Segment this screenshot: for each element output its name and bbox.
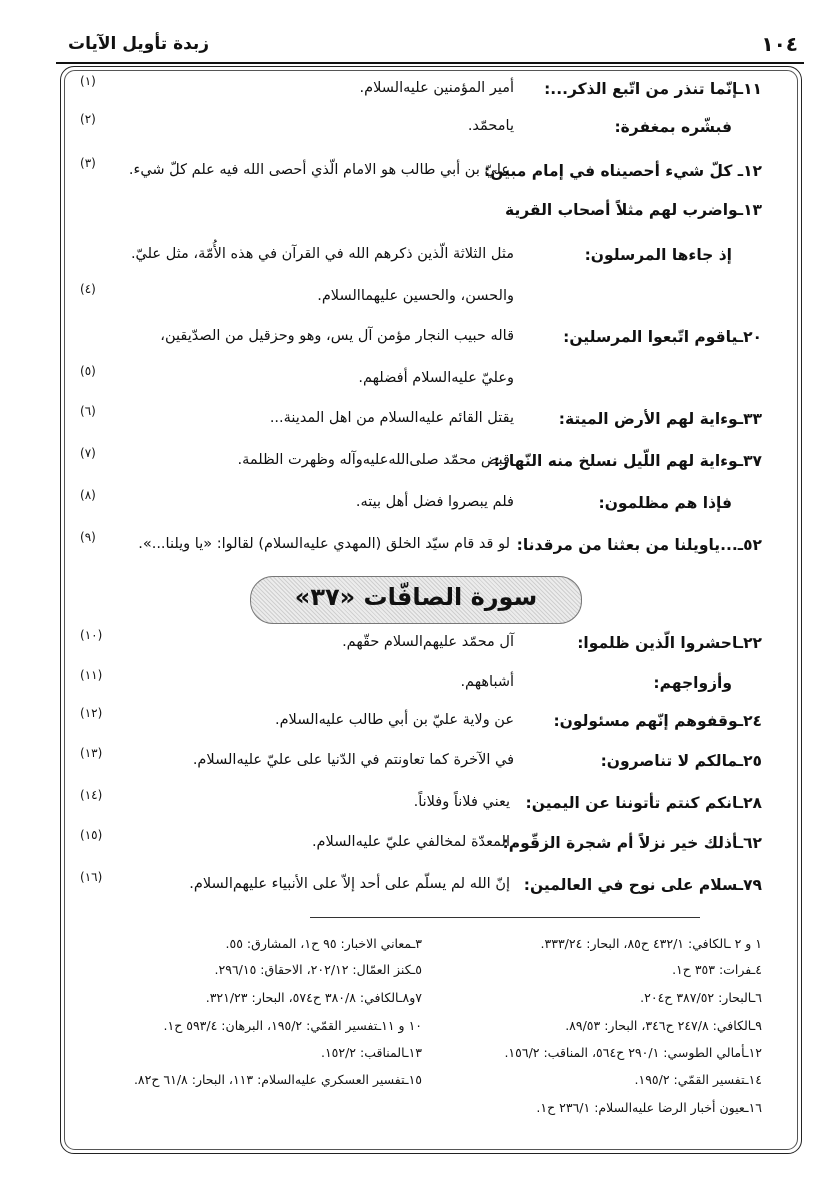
footnote-entry: ١٢ـأمالي الطوسي: ٢٩٠/١ ح٥٦٤، المناقب: ١٥٦/٢. <box>504 1045 762 1060</box>
verse-row <box>0 870 832 906</box>
footnote-entry: ١٣ـالمناقب: ١٥٢/٢. <box>320 1045 422 1060</box>
verse-row <box>0 446 832 482</box>
footnote-entry: ٤ـفرات: ٣٥٣ ح١. <box>672 962 762 977</box>
footnote-marker: (٥) <box>80 364 96 378</box>
footnote-marker: (٢) <box>80 112 96 126</box>
commentary-text: قاله حبيب النجار مؤمن آل يس، وهو وحزقيل من الصدّيقين، <box>160 328 514 344</box>
verse-text: ٣٧ـوءاية لهم اللّيل نسلخ منه النّهار: <box>493 452 762 470</box>
commentary-text: إنّ الله لم يسلّم على أحد إلاّ على الأنبياء عليهم‌السلام. <box>189 876 510 892</box>
footnote-marker: (١٤) <box>80 788 103 802</box>
footnote-marker: (١٦) <box>80 870 103 884</box>
verse-row <box>0 530 832 566</box>
commentary-text: لو قد قام سيّد الخلق (المهدي عليه‌السلام) لقالوا: «يا ويلنا...». <box>138 536 510 552</box>
commentary-text: في الآخرة كما تعاونتم في الدّنيا على عليّ عليه‌السلام. <box>192 752 514 768</box>
verse-text: ٧٩ـسلام على نوح في العالمين: <box>523 876 762 894</box>
verse-row <box>0 746 832 782</box>
verse-text: ٥٢ـ...ياويلنا من بعثنا من مرقدنا: <box>516 536 762 554</box>
footnote-entry: ١ و ٢ ـالكافي: ٤٣٢/١ ح٨٥، البحار: ٣٣٣/٢٤. <box>540 936 762 951</box>
verse-row <box>0 246 832 276</box>
verse-row <box>0 828 832 864</box>
footnote-entry: ٧و٨ـالكافي: ٣٨٠/٨ ح٥٧٤، البحار: ٣٢١/٢٣. <box>205 990 422 1005</box>
commentary-text: وعليّ عليه‌السلام أفضلهم. <box>358 370 514 386</box>
verse-row-continuation <box>0 364 832 400</box>
footnote-marker: (٦) <box>80 404 96 418</box>
commentary-text: أشباههم. <box>460 674 514 690</box>
verse-text: ٢٠ـياقوم اتّبعوا المرسلين: <box>563 328 762 346</box>
surah-title: سورة الصافّات «٣٧» <box>294 583 538 611</box>
running-title: زبدة تأويل الآيات <box>68 34 210 54</box>
commentary-text: المعدّة لمخالفي عليّ عليه‌السلام. <box>311 834 510 850</box>
commentary-text: فلم يبصروا فضل أهل بيته. <box>355 494 514 510</box>
footnote-marker: (١١) <box>80 668 103 682</box>
verse-row <box>0 74 832 110</box>
footnote-marker: (٣) <box>80 156 96 170</box>
verse-text: ١٢ـ كلّ شيء أحصيناه في إمام مبين: <box>484 162 762 180</box>
footnote-marker: (٧) <box>80 446 96 460</box>
verse-row <box>0 668 832 704</box>
footnote-marker: (١٥) <box>80 828 103 842</box>
verse-text: فبشّره بمغفرة: <box>614 118 732 136</box>
verse-text: ١١ـإنّما تنذر من اتّبع الذكر...: <box>544 80 762 98</box>
verse-text: ٦٢ـأذلك خير نزلاً أم شجرة الزقّوم: <box>502 834 762 852</box>
footnote-entry: ١٥ـتفسير العسكري عليه‌السلام: ١١٣، البحار: ٦١/٨ ح٨٢. <box>133 1072 422 1087</box>
footnote-marker: (٩) <box>80 530 96 544</box>
verse-text: إذ جاءها المرسلون: <box>584 246 732 264</box>
verse-row <box>0 706 832 742</box>
commentary-text: آل محمّد عليهم‌السلام حقّهم. <box>342 634 514 650</box>
commentary-text: عن ولاية عليّ بن أبي طالب عليه‌السلام. <box>274 712 514 728</box>
footnote-marker: (١٢) <box>80 706 103 720</box>
page-number: ١٠٤ <box>761 32 798 56</box>
footnote-marker: (٤) <box>80 282 96 296</box>
footnote-marker: (١٠) <box>80 628 103 642</box>
verse-row <box>0 112 832 148</box>
footnote-entry: ٣ـمعاني الاخبار: ٩٥ ح١، المشارق: ٥٥. <box>225 936 422 951</box>
surah-title-banner <box>250 576 582 624</box>
commentary-text: أمير المؤمنين عليه‌السلام. <box>359 80 514 96</box>
footnote-entry: ٦ـالبحار: ٣٨٧/٥٢ ح٢٠٤. <box>640 990 762 1005</box>
verse-text: ٢٥ـمالكم لا تناصرون: <box>600 752 762 770</box>
verse-row-continuation <box>0 282 832 318</box>
footnote-marker: (٨) <box>80 488 96 502</box>
verse-row <box>0 628 832 664</box>
footnote-separator <box>310 917 700 918</box>
verse-text: ٢٢ـاحشروا الّذين ظلموا: <box>577 634 762 652</box>
footnote-marker: (١٣) <box>80 746 103 760</box>
verse-text: فإذا هم مظلمون: <box>598 494 732 512</box>
commentary-text: عليّ بن أبي طالب هو الامام الّذي أحصى الله فيه علم كلّ شيء. <box>128 162 510 178</box>
verse-heading: ١٣ـواضرب لهم مثلاً أصحاب القرية <box>505 201 762 219</box>
header-rule <box>56 62 804 64</box>
commentary-text: والحسن، والحسين عليهما‌السلام. <box>317 288 514 304</box>
commentary-text: يقتل القائم عليه‌السلام من اهل المدينة... <box>269 410 514 426</box>
verse-text: وأزواجهم: <box>653 674 732 692</box>
verse-row <box>0 328 832 358</box>
commentary-text: قبض محمّد صلى‌الله‌عليه‌وآله وظهرت الظلمة. <box>237 452 510 468</box>
verse-text: ٢٤ـوقفوهم إنّهم مسئولون: <box>553 712 762 730</box>
footnote-entry: ١٤ـتفسير القمّي: ١٩٥/٢. <box>634 1072 762 1087</box>
footnote-entry: ١٠ و ١١ـتفسير القمّي: ١٩٥/٢، البرهان: ٥٩٣/٤ ح١. <box>163 1018 422 1033</box>
commentary-text: يعني فلاناً وفلاناً. <box>413 794 510 810</box>
footnote-marker: (١) <box>80 74 96 88</box>
verse-row <box>0 788 832 824</box>
footnote-entry: ١٦ـعيون أخبار الرضا عليه‌السلام: ٢٣٦/١ ح١. <box>536 1100 762 1115</box>
verse-row <box>0 488 832 524</box>
commentary-text: مثل الثلاثة الّذين ذكرهم الله في القرآن في هذه الأُمّة، مثل عليّ. <box>130 246 514 262</box>
verse-row <box>0 156 832 192</box>
verse-text: ٣٣ـوءاية لهم الأرض الميتة: <box>558 410 762 428</box>
verse-text: ٢٨ـانكم كنتم تأتوننا عن اليمين: <box>525 794 762 812</box>
footnote-entry: ٥ـكنز العمّال: ٢٠٢/١٢، الاحقاق: ٢٩٦/١٥. <box>214 962 422 977</box>
commentary-text: يامحمّد. <box>467 118 514 134</box>
footnote-entry: ٩ـالكافي: ٢٤٧/٨ ح٣٤٦، البحار: ٨٩/٥٣. <box>565 1018 762 1033</box>
verse-row <box>0 404 832 440</box>
